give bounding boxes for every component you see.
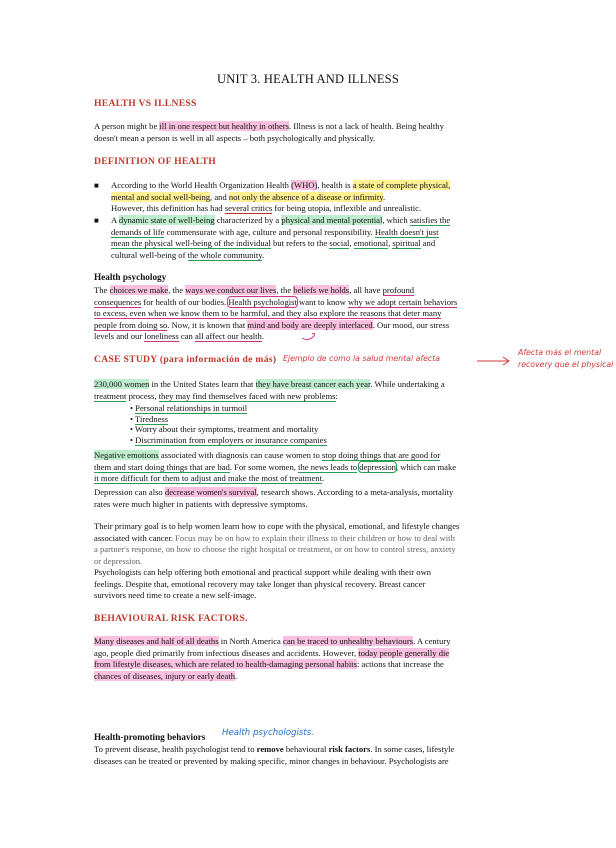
underline: they may find themselves faced with new problems	[158, 390, 336, 401]
highlight: a state of complete physical,	[352, 180, 451, 190]
boxed-term: depression	[359, 461, 396, 472]
underline: it more difficult for them to adjust and make the most of treatment	[94, 473, 322, 484]
paragraph-health-vs-illness	[94, 121, 512, 144]
highlight: Negative emotions	[94, 450, 159, 460]
paragraph-case-study-4: Their primary goal is to help women learn how to cope with the physical, emotional, and lifestyle changes associated with cancer. Focus may be on how to explain their illness to their children or how to deal with a partner's response, on how to choose the right hospital or treatment, or on how to control stress, anxiety or depression.	[94, 521, 460, 566]
highlight: ill in one respect but healthy in others	[159, 121, 289, 131]
list-item: • Personal relationships in turmoil	[130, 403, 248, 413]
curl-mark-icon	[300, 330, 320, 344]
underline: them and start doing things that are bad	[94, 461, 230, 472]
highlight: mind and body are deeply interlaced	[247, 319, 373, 330]
paragraph-case-study-3: Depression can also decrease women's survival, research shows. According to a meta-analysis, mortality rates were much higher in patients with depressive symptoms.	[94, 487, 454, 509]
arrow-right-icon	[476, 356, 512, 366]
underline: stop doing things that are good for	[321, 450, 441, 460]
heading-case-study: CASE STUDY (para información de más)	[94, 354, 277, 365]
highlight: mental and social well-being	[111, 191, 211, 202]
paragraph-case-study-2: Negative emotions associated with diagnosis can cause women to stop doing things that are good for them and start doing things that are bad. For some women, the news leads to depression, which can make it more difficult for them to adjust and make the most of treatment.	[94, 450, 457, 484]
page-title: UNIT 3. HEALTH AND ILLNESS	[217, 72, 399, 86]
underline: treatment	[94, 390, 127, 401]
list-item: • Discrimination from employers or insurance companies	[130, 434, 327, 445]
subheading-health-promoting-behaviors: Health-promoting behaviors	[94, 732, 206, 742]
highlight: can be traced to unhealthy behaviours	[283, 636, 414, 646]
heading-behavioural-risk-factors: BEHAVIOURAL RISK FACTORS.	[94, 613, 248, 624]
heading-health-vs-illness: HEALTH VS ILLNESS	[94, 98, 197, 109]
underline: consequences	[94, 296, 142, 307]
list-item: • Worry about their symptoms, treatment and mortality	[130, 424, 319, 435]
highlight: today people generally die	[358, 647, 450, 658]
paragraph-case-study-5: Psychologists can help offering both emotional and practical support while dealing with their own feelings. Despite that, emotional recovery may take longer than physical recovery. Breast cancer survivors need time to create a new self-image.	[94, 567, 432, 601]
underline: demands of life	[111, 226, 165, 237]
handwritten-annotation: recovery que el physical	[518, 360, 614, 369]
list-item: • Tiredness	[130, 413, 169, 424]
highlight: from lifestyle diseases, which are related to health-damaging personal habits	[94, 659, 357, 670]
underline: several critics	[224, 203, 273, 214]
highlight: physical and mental potential	[281, 215, 383, 225]
heading-definition-of-health: DEFINITION OF HEALTH	[94, 156, 217, 167]
bullet-icon: ■	[94, 181, 99, 190]
highlight: Many diseases and half of all deaths	[94, 636, 219, 646]
subheading-health-psychology: Health psychology	[94, 272, 167, 282]
text-line: A person might be ill in one respect but healthy in others. Illness is not a lack of health. Being healthy	[94, 121, 444, 131]
underline: the news leads to	[298, 461, 358, 472]
highlight: they have breast cancer each year	[255, 379, 371, 389]
underline: Health doesn't just	[374, 226, 439, 237]
paragraph-health-psychology: The choices we make, the ways we conduct our lives, the beliefs we holds, all have profound consequences for health of our bodies. Health psychologist want to know why we adopt certain behaviors to excess, even when we know them to be harmful, and they also explore the reasons that deter many people from doing so. Now, it is known that mind and body are deeply interlaced. Our mood, our stress levels and our loneliness can all affect our health.	[94, 285, 458, 342]
underline: mean the physical well-being of the individual	[111, 238, 271, 249]
underline: profound	[382, 285, 415, 295]
document-page: UNIT 3. HEALTH AND ILLNESS HEALTH VS ILLNESS A person might be ill in one respect but healthy in others. Illness is not a lack of health. Being healthy doesn't mean a person is well in all aspects – both psychologically and physically. DEFINITION OF HEALTH ■ According to the World Health Organization Health (WHO), health is a state of complete physical, mental and social well-being, and not only the absence of a disease or infirmity. However, this definition has had several critics for being utopia, inflexible and unrealistic. ■ A dynamic state of well-being characterized by a physical and mental potential, which satisfies the demands of life commensurate with age, culture and personal responsibility. Health doesn't just mean the physical well-being of the individual but refers to the social, emotional, spiritual and cultural well-being of the whole community. Health psychology The choices we make, the ways we conduct our lives, the beliefs we holds, all have profound consequences for health of our bodies. Health psychologist want to know why we adopt certain behaviors to excess, even when we know them to be harmful, and they also explore the reasons that deter many people from doing so. Now, it is known that mind and body are deeply interlaced. Our mood, our stress levels and our loneliness can all affect our health. CASE STUDY (para información de más) Ejemplo de como la salud mental afecta Afecta más el mental recovery que el physical 230,000 women in the United States learn that they have breast cancer each year. While undertaking a treatment process, they may find themselves faced with new problems: • Personal relationships in turmoil • Tiredness • Worry about their symptoms, treatment and mortality • Discrimination from employers or insurance companies Negative emotions associated with diagnosis can cause women to stop doing things that are good for them and start doing things that are bad. For some women, the news leads to depression, which can make it more difficult for them to adjust and make the most of treatment. Depression can also decrease women's survival, research shows. According to a meta-analysis, mortality rates were much higher in patients with depressive symptoms. Their primary goal is to help women learn how to cope with the physical, emotional, and lifestyle changes associated with cancer. Focus may be on how to explain their illness to their children or how to deal with a partner's response, on how to choose the right hospital or treatment, or on how to control stress, anxiety or depression. Psychologists can help offering both emotional and practical support while dealing with their own feelings. Despite that, emotional recovery may take longer than physical recovery. Breast cancer survivors need time to create a new self-image. BEHAVIOURAL RISK FACTORS. Many diseases and half of all deaths in North America can be traced to unhealthy behaviours. A century ago, people died primarily from infectious diseases and accidents. However, today people generally die from lifestyle diseases, which are related to health-damaging personal habits: actions that increase the chances of diseases, injury or early death. Health-promoting behaviors Health psychologists. To prevent disease, health psychologist tend to remove behavioural risk factors. In some cases, lifestyle diseases can be treated or prevented by making specific, minor changes in behaviour. Psychologists are	[0, 0, 616, 848]
handwritten-annotation: Ejemplo de como la salud mental afecta	[283, 354, 441, 363]
highlight: chances of diseases, injury or early death	[94, 670, 236, 681]
paragraph-case-study-1: 230,000 women in the United States learn that they have breast cancer each year. While undertaking a treatment process, they may find themselves faced with new problems:	[94, 379, 445, 401]
highlight: not only the absence of a disease or infirmity	[228, 191, 383, 202]
highlight: 230,000 women	[94, 379, 150, 389]
highlight: dynamic state of well-being	[118, 215, 215, 225]
underline: why we adopt certain behaviors	[347, 296, 458, 307]
highlight: decrease women's survival	[164, 487, 257, 497]
handwritten-annotation: Afecta más el mental	[518, 348, 602, 357]
problem-list	[130, 403, 327, 445]
highlight: (WHO)	[291, 180, 318, 190]
boxed-term: Health psychologist	[228, 296, 297, 307]
bullet-icon: ■	[94, 216, 99, 225]
underline: loneliness	[144, 331, 179, 342]
underline: people from doing so	[94, 319, 168, 330]
text-line: doesn't mean a person is well in all aspects – both psychologically and physically.	[94, 132, 376, 143]
paragraph-behavioural: Many diseases and half of all deaths in North America can be traced to unhealthy behaviours. A century ago, people died primarily from infectious diseases and accidents. However, today people generally die from lifestyle diseases, which are related to health-damaging personal habits: actions that increase the chances of diseases, injury or early death.	[94, 636, 451, 681]
underline: all affect our health	[194, 331, 262, 342]
highlight: choices we make	[109, 285, 169, 295]
underline: to excess, even when we know them to be harmful, and they also explore the reasons that deter many	[94, 308, 442, 319]
paragraph-health-promoting: To prevent disease, health psychologist tend to remove behavioural risk factors. In some cases, lifestyle diseases can be treated or prevented by making specific, minor changes in behaviour. Psychologists are	[94, 744, 455, 766]
handwritten-annotation: Health psychologists.	[222, 728, 314, 738]
underline: satisfies the	[409, 215, 451, 225]
underline: the whole community	[187, 249, 262, 260]
highlight: ways we conduct our lives	[185, 285, 277, 295]
highlight: beliefs we holds	[293, 285, 350, 295]
